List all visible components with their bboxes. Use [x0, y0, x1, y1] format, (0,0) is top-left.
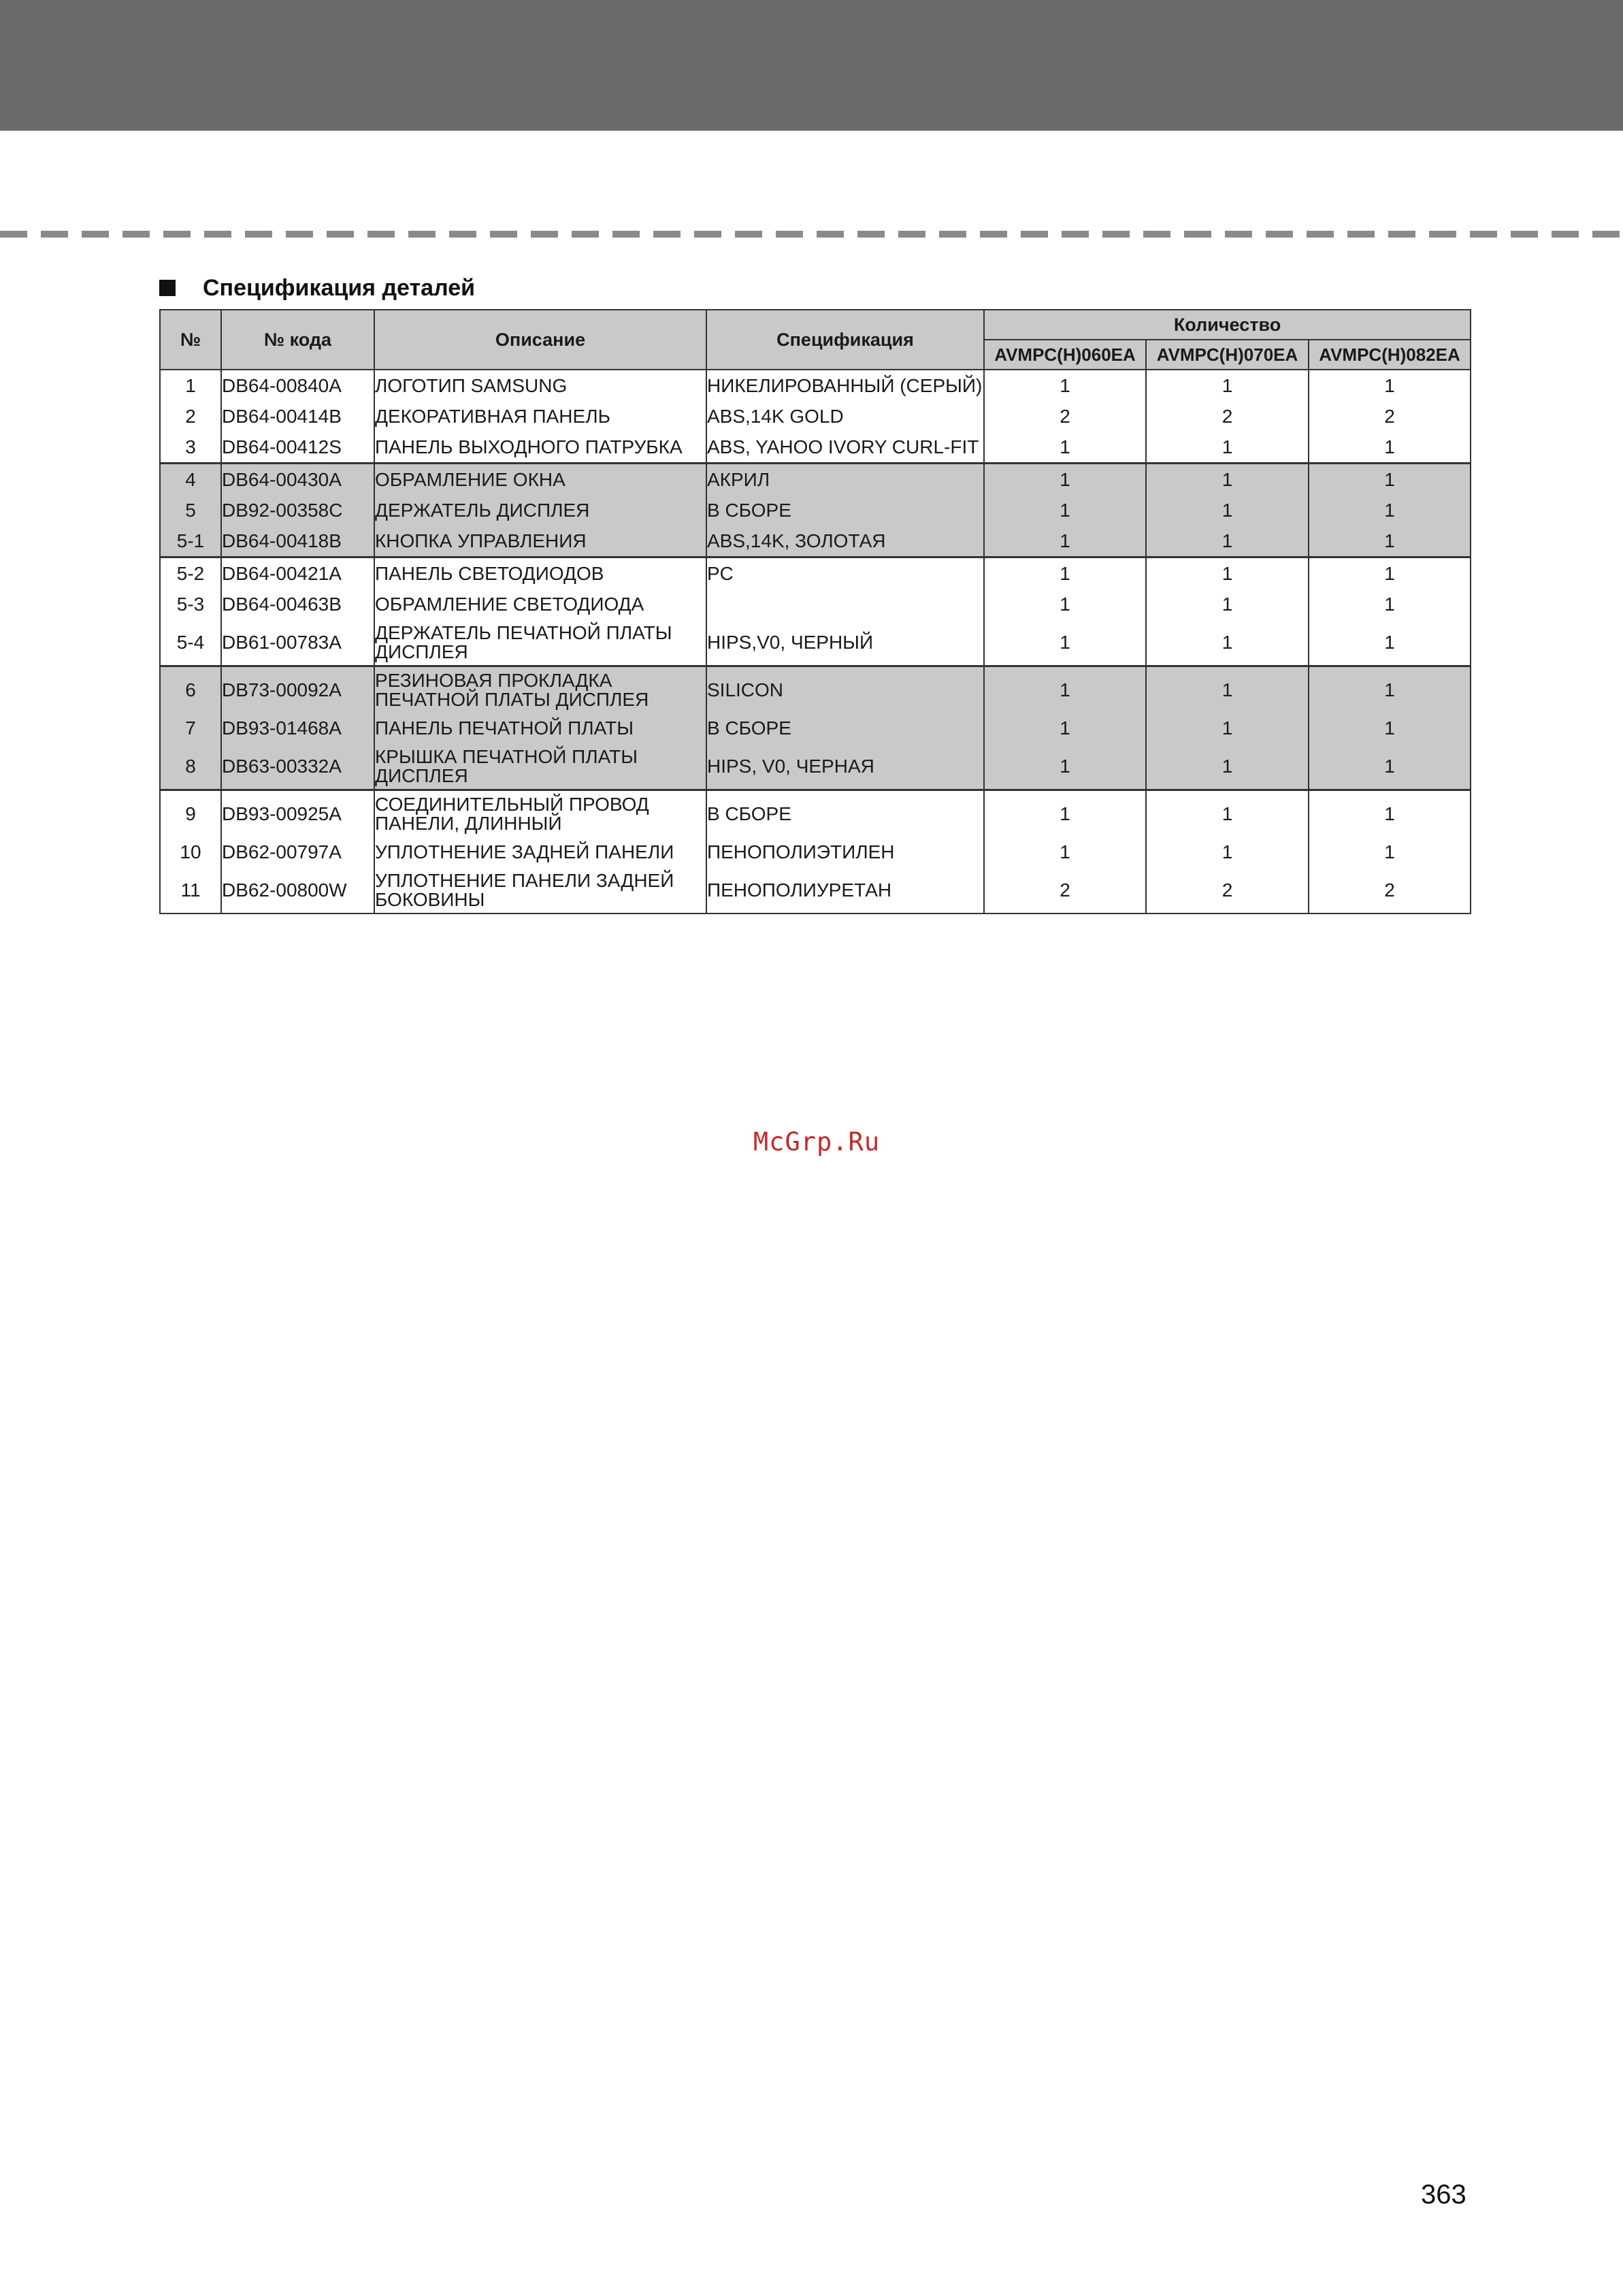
- cell-qty-1: 1: [984, 619, 1146, 666]
- cell-desc: УПЛОТНЕНИЕ ЗАДНЕЙ ПАНЕЛИ: [374, 837, 706, 867]
- cell-spec: В СБОРЕ: [706, 495, 984, 526]
- cell-num: 11: [160, 867, 221, 913]
- cell-code: DB64-00414B: [221, 401, 374, 432]
- cell-spec: PC: [706, 557, 984, 589]
- cell-num: 1: [160, 370, 221, 401]
- cell-qty-3: 1: [1309, 495, 1471, 526]
- cell-code: DB61-00783A: [221, 619, 374, 666]
- cell-qty-2: 2: [1146, 401, 1309, 432]
- cell-code: DB63-00332A: [221, 743, 374, 790]
- cell-num: 10: [160, 837, 221, 867]
- cell-code: DB92-00358C: [221, 495, 374, 526]
- cell-qty-1: 1: [984, 370, 1146, 401]
- cell-qty-3: 1: [1309, 713, 1471, 743]
- cell-qty-2: 1: [1146, 526, 1309, 557]
- header-bar: [0, 0, 1623, 131]
- cell-qty-3: 1: [1309, 837, 1471, 867]
- cell-spec: SILICON: [706, 666, 984, 713]
- cell-code: DB64-00421A: [221, 557, 374, 589]
- table-row: [160, 619, 1471, 666]
- cell-qty-2: 1: [1146, 464, 1309, 496]
- page-number: 363: [1421, 2180, 1466, 2210]
- cell-qty-1: 1: [984, 526, 1146, 557]
- cell-desc: ОБРАМЛЕНИЕ СВЕТОДИОДА: [374, 589, 706, 619]
- cell-qty-3: 1: [1309, 557, 1471, 589]
- table-row: [160, 589, 1471, 619]
- cell-desc: РЕЗИНОВАЯ ПРОКЛАДКА ПЕЧАТНОЙ ПЛАТЫ ДИСПЛЕЯ: [374, 666, 706, 713]
- cell-spec: ABS,14K GOLD: [706, 401, 984, 432]
- cell-code: DB93-01468A: [221, 713, 374, 743]
- cell-num: 5-1: [160, 526, 221, 557]
- cell-qty-1: 1: [984, 432, 1146, 464]
- header-model-1: AVMPC(H)060EA: [984, 340, 1146, 370]
- table-body: [160, 370, 1471, 913]
- cell-qty-1: 1: [984, 743, 1146, 790]
- cell-qty-1: 1: [984, 713, 1146, 743]
- cell-desc: ЛОГОТИП SAMSUNG: [374, 370, 706, 401]
- cell-spec: ABS,14K, ЗОЛОТАЯ: [706, 526, 984, 557]
- cell-desc: КРЫШКА ПЕЧАТНОЙ ПЛАТЫ ДИСПЛЕЯ: [374, 743, 706, 790]
- cell-desc: ОБРАМЛЕНИЕ ОКНА: [374, 464, 706, 496]
- table-row: [160, 790, 1471, 837]
- cell-num: 5-4: [160, 619, 221, 666]
- header-qty-group: Количество: [984, 310, 1471, 340]
- cell-qty-2: 2: [1146, 867, 1309, 913]
- cell-spec: НИКЕЛИРОВАННЫЙ (СЕРЫЙ): [706, 370, 984, 401]
- table-row: [160, 464, 1471, 496]
- cell-qty-3: 2: [1309, 867, 1471, 913]
- cell-num: 8: [160, 743, 221, 790]
- cell-qty-1: 1: [984, 790, 1146, 837]
- cell-qty-2: 1: [1146, 666, 1309, 713]
- table-row: [160, 401, 1471, 432]
- cell-desc: ДЕРЖАТЕЛЬ ПЕЧАТНОЙ ПЛАТЫ ДИСПЛЕЯ: [374, 619, 706, 666]
- cell-qty-3: 1: [1309, 619, 1471, 666]
- cell-num: 5-2: [160, 557, 221, 589]
- cell-num: 6: [160, 666, 221, 713]
- cell-num: 3: [160, 432, 221, 464]
- cell-spec: В СБОРЕ: [706, 790, 984, 837]
- cell-qty-1: 1: [984, 589, 1146, 619]
- section-title-text: Спецификация деталей: [203, 274, 476, 301]
- cell-num: 4: [160, 464, 221, 496]
- cell-spec: [706, 589, 984, 619]
- cell-desc: ПАНЕЛЬ ВЫХОДНОГО ПАТРУБКА: [374, 432, 706, 464]
- watermark-text: McGrp.Ru: [753, 1127, 881, 1157]
- cell-qty-2: 1: [1146, 743, 1309, 790]
- header-desc: Описание: [374, 310, 706, 370]
- cell-code: DB62-00800W: [221, 867, 374, 913]
- cell-desc: ПАНЕЛЬ СВЕТОДИОДОВ: [374, 557, 706, 589]
- cell-qty-1: 1: [984, 666, 1146, 713]
- cell-num: 5: [160, 495, 221, 526]
- table-row: [160, 743, 1471, 790]
- cell-code: DB62-00797A: [221, 837, 374, 867]
- section-title: [159, 271, 475, 305]
- cell-qty-3: 1: [1309, 666, 1471, 713]
- cell-code: DB73-00092A: [221, 666, 374, 713]
- header-model-3: AVMPC(H)082EA: [1309, 340, 1471, 370]
- cell-qty-3: 1: [1309, 743, 1471, 790]
- cell-spec: ПЕНОПОЛИЭТИЛЕН: [706, 837, 984, 867]
- table-row: [160, 495, 1471, 526]
- cell-desc: ДЕКОРАТИВНАЯ ПАНЕЛЬ: [374, 401, 706, 432]
- cell-spec: HIPS, V0, ЧЕРНАЯ: [706, 743, 984, 790]
- square-bullet-icon: [159, 280, 176, 296]
- cell-desc: ДЕРЖАТЕЛЬ ДИСПЛЕЯ: [374, 495, 706, 526]
- table-row: [160, 432, 1471, 464]
- header-num: №: [160, 310, 221, 370]
- cell-qty-2: 1: [1146, 589, 1309, 619]
- cell-desc: ПАНЕЛЬ ПЕЧАТНОЙ ПЛАТЫ: [374, 713, 706, 743]
- cell-qty-3: 1: [1309, 370, 1471, 401]
- cell-qty-2: 1: [1146, 370, 1309, 401]
- cell-qty-2: 1: [1146, 432, 1309, 464]
- cell-qty-3: 1: [1309, 464, 1471, 496]
- table-row: [160, 837, 1471, 867]
- cell-qty-1: 1: [984, 837, 1146, 867]
- parts-spec-table: [159, 309, 1471, 914]
- cell-qty-2: 1: [1146, 713, 1309, 743]
- table-row: [160, 557, 1471, 589]
- header-model-2: AVMPC(H)070EA: [1146, 340, 1309, 370]
- table-row: [160, 867, 1471, 913]
- cell-spec: ABS, YAHOO IVORY CURL-FIT: [706, 432, 984, 464]
- cell-spec: HIPS,V0, ЧЕРНЫЙ: [706, 619, 984, 666]
- cell-code: DB64-00412S: [221, 432, 374, 464]
- cell-code: DB64-00840A: [221, 370, 374, 401]
- cell-desc: КНОПКА УПРАВЛЕНИЯ: [374, 526, 706, 557]
- cell-code: DB64-00418B: [221, 526, 374, 557]
- table-row: [160, 526, 1471, 557]
- cell-num: 9: [160, 790, 221, 837]
- cell-qty-1: 1: [984, 464, 1146, 496]
- cell-code: DB64-00430A: [221, 464, 374, 496]
- cell-qty-3: 2: [1309, 401, 1471, 432]
- cell-num: 7: [160, 713, 221, 743]
- cell-qty-3: 1: [1309, 432, 1471, 464]
- table-row: [160, 713, 1471, 743]
- cell-qty-2: 1: [1146, 790, 1309, 837]
- cell-num: 2: [160, 401, 221, 432]
- cell-qty-1: 1: [984, 495, 1146, 526]
- cell-qty-3: 1: [1309, 790, 1471, 837]
- cell-spec: В СБОРЕ: [706, 713, 984, 743]
- cell-spec: АКРИЛ: [706, 464, 984, 496]
- cell-spec: ПЕНОПОЛИУРЕТАН: [706, 867, 984, 913]
- cell-desc: СОЕДИНИТЕЛЬНЫЙ ПРОВОД ПАНЕЛИ, ДЛИННЫЙ: [374, 790, 706, 837]
- table-row: [160, 666, 1471, 713]
- cell-qty-3: 1: [1309, 589, 1471, 619]
- cell-qty-2: 1: [1146, 837, 1309, 867]
- cell-qty-2: 1: [1146, 557, 1309, 589]
- dashed-divider: [0, 231, 1623, 238]
- cell-qty-1: 2: [984, 867, 1146, 913]
- header-spec: Спецификация: [706, 310, 984, 370]
- cell-code: DB93-00925A: [221, 790, 374, 837]
- cell-qty-2: 1: [1146, 495, 1309, 526]
- cell-qty-2: 1: [1146, 619, 1309, 666]
- cell-qty-1: 2: [984, 401, 1146, 432]
- header-code: № кода: [221, 310, 374, 370]
- cell-qty-1: 1: [984, 557, 1146, 589]
- cell-desc: УПЛОТНЕНИЕ ПАНЕЛИ ЗАДНЕЙ БОКОВИНЫ: [374, 867, 706, 913]
- cell-num: 5-3: [160, 589, 221, 619]
- cell-code: DB64-00463B: [221, 589, 374, 619]
- cell-qty-3: 1: [1309, 526, 1471, 557]
- table-row: [160, 370, 1471, 401]
